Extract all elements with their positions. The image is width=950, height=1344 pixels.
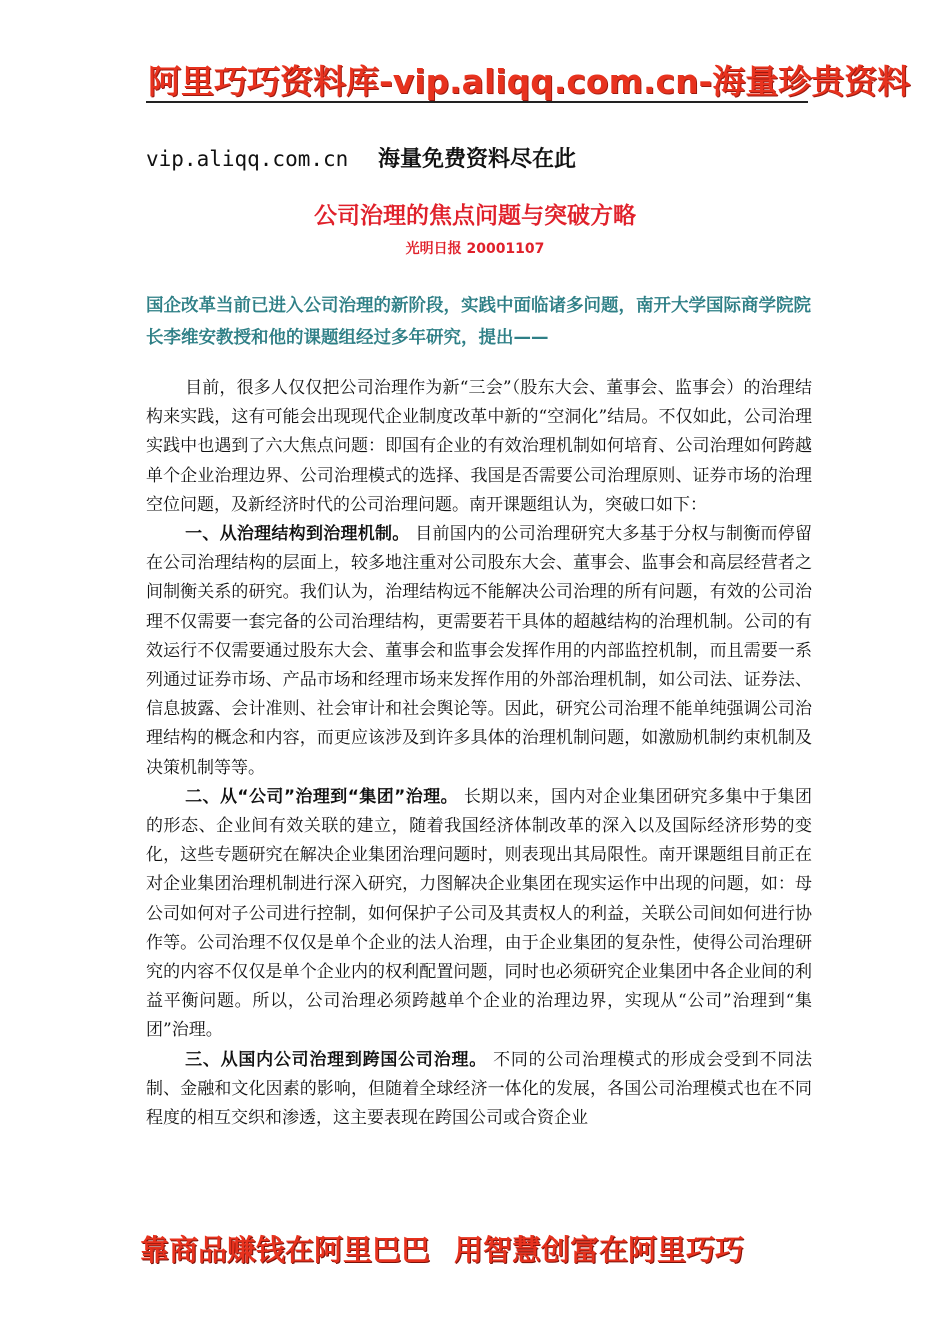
paragraph-section-1	[146, 520, 812, 783]
paragraph-intro-text: 目前，很多人仅仅把公司治理作为新“三会”（股东大会、董事会、监事会）的治理结构来实践，这有可能会出现现代企业制度改革中新的“空洞化”结局。不仅如此，公司治理实践中也遇到了六大焦点问题：即国有企业的有效治理机制如何培育、公司治理如何跨越单个企业治理边界、公司治理模式的选择、我国是否需要公司治理原则、证券市场的治理空位问题，及新经济时代的公司治理问题。南开课题组认为，突破口如下：	[146, 378, 812, 515]
section-3-heading: 三、从国内公司治理到跨国公司治理。	[185, 1049, 487, 1070]
article-lead: 国企改革当前已进入公司治理的新阶段，实践中面临诸多问题，南开大学国际商学院院长李维安教授和他的课题组经过多年研究，提出——	[146, 296, 811, 348]
section-1-text: 目前国内的公司治理研究大多基于分权与制衡而停留在公司治理结构的层面上，较多地注重对公司股东大会、董事会、监事会和高层经营者之间制衡关系的研究。我们认为，治理结构远不能解决公司治理的所有问题，有效的公司治理不仅需要一套完备的公司治理结构，更需要若干具体的超越结构的治理机制。公司的有效运行不仅需要通过股东大会、董事会和监事会发挥作用的内部监控机制，而且需要一系列通过证券市场、产品市场和经理市场来发挥作用的外部治理机制，如公司法、证券法、信息披露、会计准则、社会审计和社会舆论等。因此，研究公司治理不能单纯强调公司治理结构的概念和内容，而更应该涉及到许多具体的治理机制问题，如激励机制约束机制及决策机制等等。	[146, 524, 813, 778]
footer-slogan-right: 用智慧创富在阿里巧巧	[454, 1233, 745, 1267]
site-tagline: 海量免费资料尽在此	[377, 146, 576, 172]
paragraph-section-2	[146, 783, 812, 1046]
section-3-text: 不同的公司治理模式的形成会受到不同法制、金融和文化因素的影响，但随着全球经济一体化的发展，各国公司治理模式也在不同程度的相互交织和渗透，这主要表现在跨国公司或合资企业	[146, 1049, 813, 1129]
footer-banner	[140, 1230, 820, 1270]
section-2-text: 长期以来，国内对企业集团研究多集中于集团的形态、企业间有效关联的建立，随着我国经济体制改革的深入以及国际经济形势的变化，这些专题研究在解决企业集团治理问题时，则表现出其局限性。南开课题组目前正在对企业集团治理机制进行深入研究，力图解决企业集团在现实运作中出现的问题，如：母公司如何对子公司进行控制，如何保护子公司及其责权人的利益，关联公司间如何进行协作等。公司治理不仅仅是单个企业的法人治理，由于企业集团的复杂性，使得公司治理研究的内容不仅仅是单个企业内的权利配置问题，同时也必须研究企业集团中各企业间的利益平衡问题。所以，公司治理必须跨越单个企业的治理边界，实现从“公司”治理到“集团”治理。	[146, 786, 812, 1041]
article-title: 公司治理的焦点问题与突破方略	[314, 203, 636, 229]
section-1-heading: 一、从治理结构到治理机制。	[185, 524, 410, 545]
paragraph-section-3	[146, 1046, 812, 1134]
section-2-heading: 二、从“公司”治理到“集团”治理。	[185, 786, 459, 807]
site-url[interactable]: vip.aliqq.com.cn	[146, 147, 349, 171]
paragraph-intro	[146, 374, 812, 520]
footer-slogan-left: 靠商品赚钱在阿里巴巴	[140, 1233, 431, 1267]
site-line	[146, 142, 576, 173]
header-divider	[146, 101, 808, 103]
article-source: 光明日报 20001107	[405, 241, 545, 257]
header-banner: 阿里巧巧资料库-vip.aliqq.com.cn-海量珍贵资料	[148, 62, 911, 101]
article-body	[146, 374, 812, 1133]
